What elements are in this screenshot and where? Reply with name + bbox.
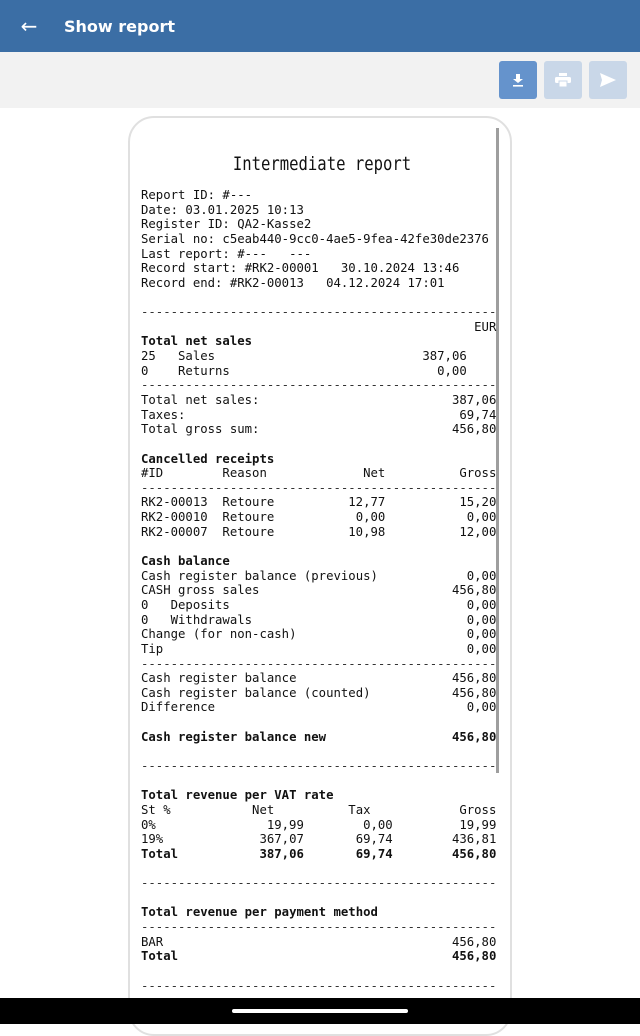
report-line <box>141 495 496 510</box>
report-line <box>141 627 496 642</box>
line-label: Register ID: QA2-Kasse2 <box>141 217 312 232</box>
line-value: Retoure <box>222 510 275 525</box>
line-value: 367,07 <box>259 832 304 847</box>
line-label: CASH gross sales <box>141 583 260 598</box>
line-label: RK2-00007 <box>141 524 208 539</box>
send-button[interactable] <box>589 61 627 99</box>
line-value: 0,00 <box>437 363 467 378</box>
line-value: 0,00 <box>466 612 497 627</box>
report-line <box>141 905 496 920</box>
report-line <box>141 847 496 862</box>
line-label: Cash register balance new <box>141 729 327 744</box>
line-label: Total <box>141 949 179 964</box>
blank-line <box>141 539 496 554</box>
line-label: EUR <box>474 319 497 334</box>
download-icon <box>511 73 525 87</box>
line-label: Taxes: <box>141 407 186 422</box>
report-line <box>141 700 496 715</box>
line-value: 456,80 <box>451 949 497 964</box>
line-value: 0,00 <box>466 597 497 612</box>
divider: ------------------------------------------------ <box>141 656 497 671</box>
report-line <box>141 452 496 467</box>
line-value: Tax <box>348 802 371 817</box>
line-label: Cancelled receipts <box>141 451 275 466</box>
report-line <box>141 408 496 423</box>
line-value: 0,00 <box>466 700 497 715</box>
divider: ------------------------------------------------ <box>141 480 497 495</box>
line-label: Last report: #--- --- <box>141 246 312 261</box>
report-line <box>141 569 496 584</box>
line-label: 19% <box>141 832 164 847</box>
line-label: 0% <box>141 817 156 832</box>
print-button[interactable] <box>544 61 582 99</box>
line-value: 69,74 <box>355 846 393 861</box>
send-icon <box>600 73 616 87</box>
line-value: 15,20 <box>459 495 497 510</box>
divider: ------------------------------------------------ <box>141 978 497 993</box>
report-line <box>141 247 496 262</box>
report-line <box>141 422 496 437</box>
line-value: 0,00 <box>466 568 497 583</box>
line-label: Tip <box>141 641 164 656</box>
report-line <box>141 393 496 408</box>
line-label: Cash balance <box>141 554 230 569</box>
report-line <box>141 803 496 818</box>
report-preview[interactable] <box>128 116 512 1036</box>
report-line <box>141 671 496 686</box>
line-value: 387,06 <box>451 392 497 407</box>
blank-line <box>141 861 496 876</box>
system-nav-bar <box>0 998 640 1024</box>
line-label: Total revenue per payment method <box>141 905 378 920</box>
line-label: Total net sales: <box>141 392 260 407</box>
line-value: 12,77 <box>348 495 386 510</box>
blank-line <box>141 290 496 305</box>
report-line <box>141 788 496 803</box>
download-button[interactable] <box>499 61 537 99</box>
line-label: #ID <box>141 466 164 481</box>
line-label: 0 Returns <box>141 363 230 378</box>
report-title: Intermediate report <box>232 153 412 175</box>
blank-line <box>141 715 496 730</box>
report-line <box>141 276 496 291</box>
report-line <box>141 334 496 349</box>
scrollbar[interactable] <box>496 128 499 773</box>
line-label: Total net sales <box>141 334 253 349</box>
report-line <box>141 525 496 540</box>
line-value: 456,80 <box>451 422 497 437</box>
report-line <box>141 554 496 569</box>
line-value: 0,00 <box>466 627 497 642</box>
line-value: 456,80 <box>451 583 497 598</box>
report-line <box>141 686 496 701</box>
divider: ------------------------------------------------ <box>141 305 497 320</box>
report-line <box>141 642 496 657</box>
line-label: RK2-00010 <box>141 510 208 525</box>
toolbar <box>0 52 640 108</box>
line-value: 10,98 <box>348 524 386 539</box>
print-icon <box>555 73 571 87</box>
report-line <box>141 935 496 950</box>
blank-line <box>141 891 496 906</box>
line-label: Change (for non-cash) <box>141 627 297 642</box>
line-label: Cash register balance (counted) <box>141 685 371 700</box>
line-value: 19,99 <box>266 817 304 832</box>
line-value: Net <box>363 466 386 481</box>
line-label: Report ID: #--- <box>141 188 253 202</box>
line-value: 12,00 <box>459 524 497 539</box>
report-body <box>141 188 496 993</box>
line-label: Cash register balance <box>141 671 297 686</box>
divider: ------------------------------------------------ <box>141 920 497 935</box>
report-line <box>141 510 496 525</box>
line-value: Net <box>252 802 275 817</box>
report-line <box>141 232 496 247</box>
divider: ------------------------------------------------ <box>141 378 497 393</box>
blank-line <box>141 774 496 789</box>
report-line <box>141 949 496 964</box>
app-bar <box>0 0 640 52</box>
report-line <box>141 832 496 847</box>
line-label: Total <box>141 846 179 861</box>
line-label: Record start: #RK2-00001 30.10.2024 13:46 <box>141 261 460 276</box>
report-line <box>141 613 496 628</box>
line-value: Gross <box>459 802 497 817</box>
report-line <box>141 349 496 364</box>
line-value: Retoure <box>222 524 275 539</box>
line-value: 456,80 <box>451 671 497 686</box>
line-label: 0 Deposits <box>141 597 230 612</box>
line-value: Reason <box>222 466 267 481</box>
blank-line <box>141 964 496 979</box>
line-value: 456,80 <box>451 846 497 861</box>
line-value: 387,06 <box>422 349 467 364</box>
line-value: 456,80 <box>451 685 497 700</box>
line-label: 25 Sales <box>141 349 216 364</box>
home-indicator[interactable] <box>232 1009 408 1013</box>
line-value: 456,80 <box>451 934 497 949</box>
line-label: Date: 03.01.2025 10:13 <box>141 202 304 217</box>
line-label: BAR <box>141 934 164 949</box>
report-line <box>141 466 496 481</box>
report-line <box>141 818 496 833</box>
line-value: 387,06 <box>259 846 304 861</box>
line-label: RK2-00013 <box>141 495 208 510</box>
line-value: Gross <box>459 466 497 481</box>
line-label: Difference <box>141 700 216 715</box>
line-value: 0,00 <box>466 641 497 656</box>
report-line <box>141 364 496 379</box>
report-line <box>141 320 496 335</box>
divider: ------------------------------------------------ <box>141 876 497 891</box>
line-label: Cash register balance (previous) <box>141 568 378 583</box>
line-label: Record end: #RK2-00013 04.12.2024 17:01 <box>141 275 445 290</box>
line-value: 436,81 <box>451 832 497 847</box>
report-line <box>141 598 496 613</box>
blank-line <box>141 437 496 452</box>
line-value: 456,80 <box>451 729 497 744</box>
page-title: Show report <box>64 16 175 36</box>
line-value: 69,74 <box>459 407 497 422</box>
line-label: St % <box>141 802 171 817</box>
line-label: Total revenue per VAT rate <box>141 788 334 803</box>
line-label: Serial no: c5eab440-9cc0-4ae5-9fea-42fe30de2376 <box>141 231 489 246</box>
arrow-left-icon: ← <box>20 14 38 38</box>
line-value: Retoure <box>222 495 275 510</box>
line-label: 0 Withdrawals <box>141 612 253 627</box>
report-line <box>141 217 496 232</box>
line-value: 69,74 <box>355 832 393 847</box>
line-label: Total gross sum: <box>141 422 260 437</box>
divider: ------------------------------------------------ <box>141 758 497 773</box>
line-value: 0,00 <box>363 817 393 832</box>
report-line <box>141 203 496 218</box>
line-value: 0,00 <box>466 510 497 525</box>
line-value: 0,00 <box>355 510 386 525</box>
report-line <box>141 583 496 598</box>
report-line <box>141 261 496 276</box>
blank-line <box>141 744 496 759</box>
report-line <box>141 188 496 203</box>
report-line <box>141 730 496 745</box>
line-value: 19,99 <box>459 817 497 832</box>
back-button[interactable] <box>0 0 58 52</box>
